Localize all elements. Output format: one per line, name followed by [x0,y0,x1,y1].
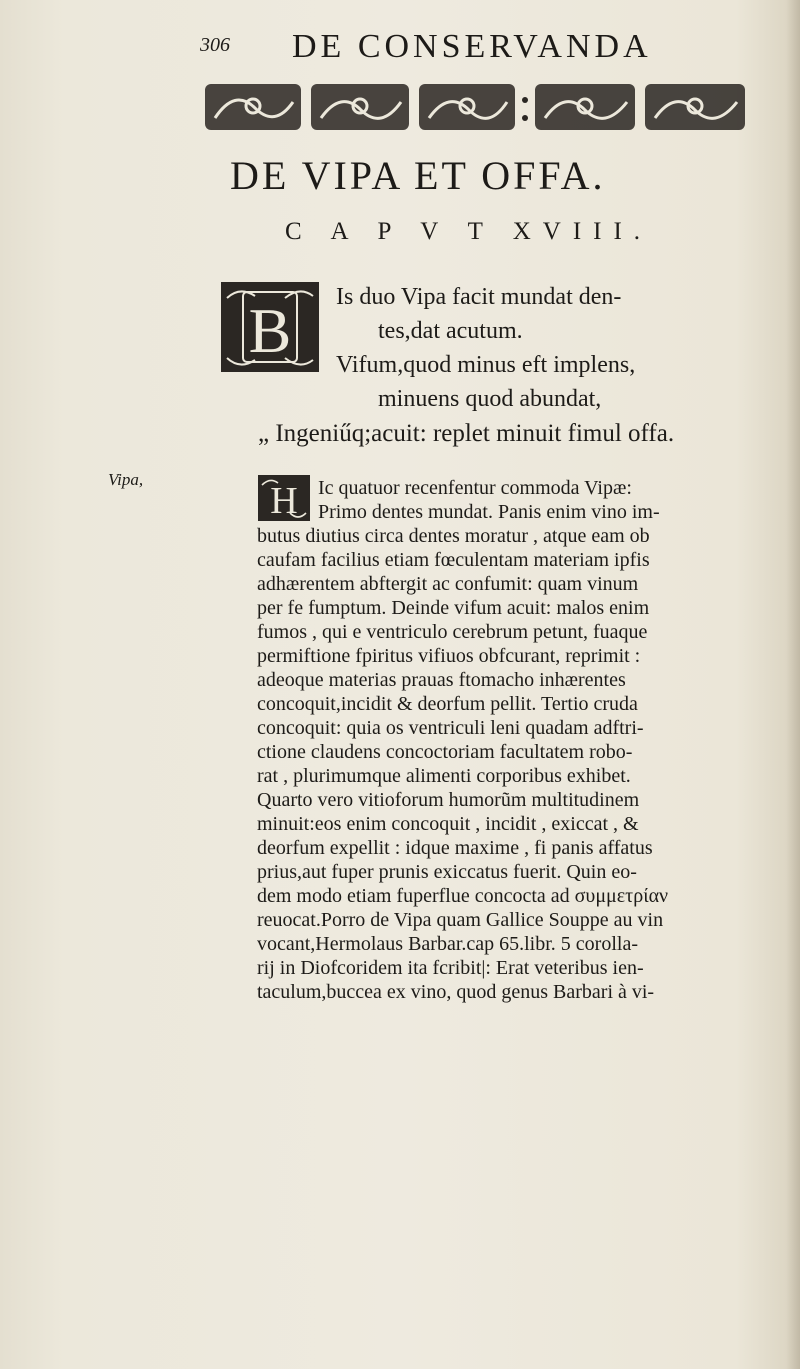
verse-line-2: tes,dat acutum. [378,318,523,344]
commentary-line: minuit:eos enim concoquit , incidit , exiccat , & [257,813,639,835]
page-edge-shadow [786,0,800,1369]
verse-line-1: Is duo Vipa facit mundat den- [336,284,622,310]
chapter-title: DE VIPA ET OFFA. [230,153,606,198]
commentary-line: adhærentem abftergit ac confumit: quam vinum [257,573,639,595]
commentary-line: per fe fumptum. Deinde vifum acuit: malos enim [257,597,650,619]
verse-line-3: Vifum,quod minus eft implens, [336,352,636,378]
commentary-line: Primo dentes mundat. Panis enim vino im- [318,501,660,523]
commentary-line: concoquit,incidit & deorfum pellit. Tertio cruda [257,693,638,715]
commentary-line: taculum,buccea ex vino, quod genus Barbari à vi- [257,981,655,1003]
verse-line-4: minuens quod abundat, [378,386,602,412]
page-number: 306 [200,34,230,56]
decorated-initial-b [215,278,325,376]
commentary-line: fumos , qui e ventriculo cerebrum petunt, fuaque [257,621,648,643]
svg-text:B: B [248,295,292,366]
decorated-initial-h [256,473,312,523]
commentary-line: rij in Diofcoridem ita fcribit|: Erat veteribus ien- [257,957,644,979]
commentary-line: Ic quatuor recenfentur commoda Vipæ: [318,477,632,499]
running-title: DE CONSERVANDA [292,28,652,65]
commentary-line: deorfum expellit : idque maxime , fi panis affatus [257,837,653,859]
commentary-line: prius,aut fuper prunis exiccatus fuerit. Quin eo- [257,861,637,883]
chapter-number: C A P V T XVIII. [285,218,653,245]
commentary-line: adeoque materias prauas ftomacho inhærentes [257,669,626,691]
commentary-line: rat , plurimumque alimenti corporibus exhibet. [257,765,631,787]
commentary-line: vocant,Hermolaus Barbar.cap 65.libr. 5 corolla- [257,933,638,955]
verse-line-5: „ Ingeniűq;acuit: replet minuit fimul offa. [258,420,675,447]
commentary-line: caufam facilius etiam fœculentam materiam ipfis [257,549,650,571]
commentary-line: permiftione fpiritus vifiuos obfcurant, reprimit : [257,645,641,667]
commentary-line: concoquit: quia os ventriculi leni quadam adftri- [257,717,644,739]
commentary-line: Quarto vero vitioforum humorũm multitudinem [257,789,640,811]
commentary-line: dem modo etiam fuperflue concocta ad συμμετρίαν [257,885,669,907]
margin-note: Vipa, [108,470,144,489]
decorative-ornament-band [205,78,745,136]
running-head [200,28,700,68]
commentary-line: reuocat.Porro de Vipa quam Gallice Souppe au vin [257,909,664,931]
commentary-line: butus diutius circa dentes moratur , atque eam ob [257,525,650,547]
commentary-line: ctione claudens concoctoriam facultatem robo- [257,741,633,763]
svg-text:H: H [270,480,298,522]
